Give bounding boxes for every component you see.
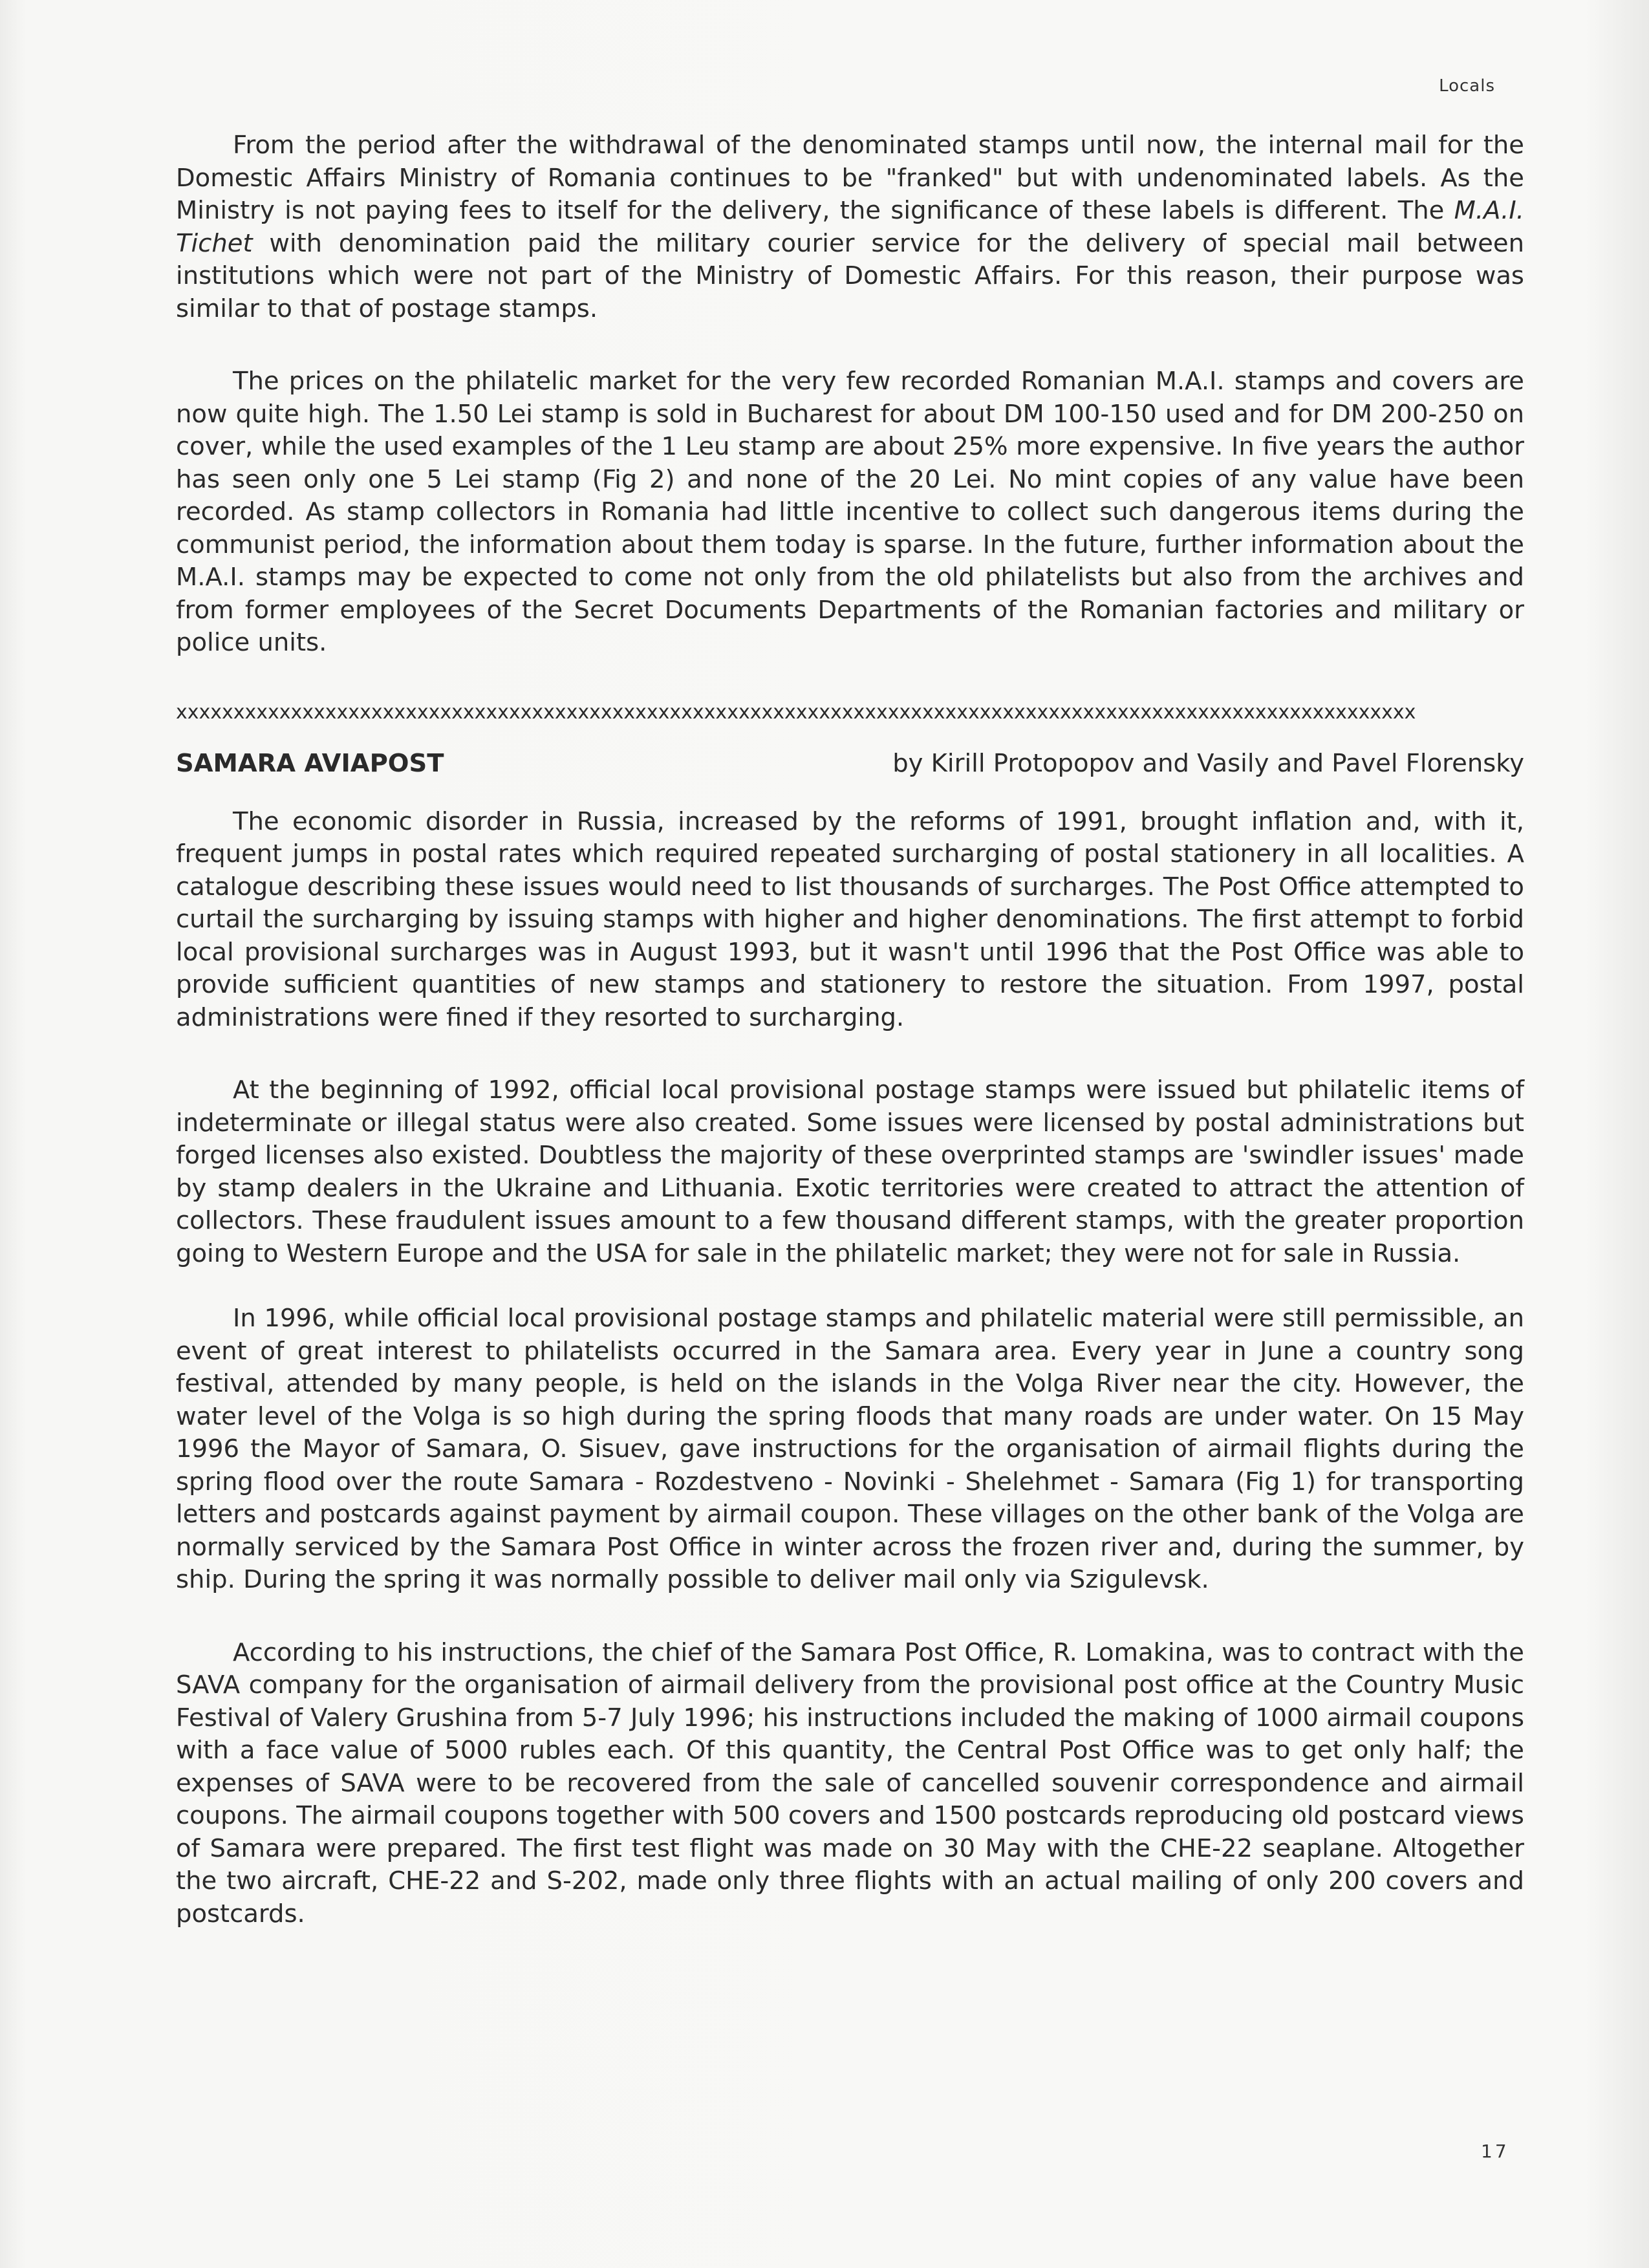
italic-term: M.A.I. Tichet xyxy=(176,196,1524,258)
paragraph-text: From the period after the withdrawal of the denominated stamps until now, the internal mail for the Domestic Affairs Ministry of Romania continues to be "franked" but with undenominated labels. As the Ministry is not paying fees to itself for the delivery, the significance of these labels is different. The xyxy=(176,131,1524,225)
article-title: SAMARA AVIAPOST xyxy=(176,748,444,778)
article-paragraph: At the beginning of 1992, official local provisional postage stamps were issued but philatelic items of indeterminate or illegal status were also created. Some issues were licensed by postal administrations but forged licenses also existed. Doubtless the majority of these overprinted stamps are 'swindler issues' made by stamp dealers in the Ukraine and Lithuania. Exotic territories were created to attract the attention of collectors. These fraudulent issues amount to a few thousand different stamps, with the greater proportion going to Western Europe and the USA for sale in the philatelic market; they were not for sale in Russia. xyxy=(176,1075,1524,1268)
page-body xyxy=(176,129,1524,1930)
article-paragraph: According to his instructions, the chief of the Samara Post Office, R. Lomakina, was to contract with the SAVA company for the organisation of airmail delivery from the provisional post office at the Country Music Festival of Valery Grushina from 5-7 July 1996; his instructions included the making of 1000 airmail coupons with a face value of 5000 rubles each. Of this quantity, the Central Post Office was to get only half; the expenses of SAVA were to be recovered from the sale of cancelled souvenir correspondence and airmail coupons. The airmail coupons together with 500 covers and 1500 postcards reproducing old postcard views of Samara were prepared. The first test flight was made on 30 May with the CHE-22 seaplane. Altogether the two aircraft, CHE-22 and S-202, made only three flights with an actual mailing of only 200 covers and postcards. xyxy=(176,1637,1524,1928)
running-head: Locals xyxy=(1439,76,1495,96)
article-heading xyxy=(176,748,1524,780)
article-paragraph: The economic disorder in Russia, increased by the reforms of 1991, brought inflation and, with it, frequent jumps in postal rates which required repeated surcharging of postal stationery in all localities. A catalogue describing these issues would need to list thousands of surcharges. The Post Office attempted to curtail the surcharging by issuing stamps with higher and higher denominations. The first attempt to forbid local provisional surcharges was in August 1993, but it wasn't until 1996 that the Post Office was able to provide sufficient quantities of new stamps and stationery to restore the situation. From 1997, postal administrations were fined if they resorted to surcharging. xyxy=(176,806,1524,1032)
paragraph-mai-tichet xyxy=(176,129,1524,325)
paragraph-prices: The prices on the philatelic market for the very few recorded Romanian M.A.I. stamps and covers are now quite high. The 1.50 Lei stamp is sold in Bucharest for about DM 100-150 used and for DM 200-250 on cover, while the used examples of the 1 Leu stamp are about 25% more expensive. In five years the author has seen only one 5 Lei stamp (Fig 2) and none of the 20 Lei. No mint copies of any value have been recorded. As stamp collectors in Romania had little incentive to collect such dangerous items during the communist period, the information about them today is sparse. In the future, further information about the M.A.I. stamps may be expected to come not only from the old philatelists but also from the archives and from former employees of the Secret Documents Departments of the Romanian factories and military or police units. xyxy=(176,367,1524,657)
article-paragraph: In 1996, while official local provisional postage stamps and philatelic material were still permissible, an event of great interest to philatelists occurred in the Samara area. Every year in June a country song festival, attended by many people, is held on the islands in the Volga River near the city. However, the water level of the Volga is so high during the spring floods that many roads are under water. On 15 May 1996 the Mayor of Samara, O. Sisuev, gave instructions for the organisation of airmail flights during the spring flood over the route Samara - Rozdestveno - Novinki - Shelehmet - Samara (Fig 1) for transporting letters and postcards against payment by airmail coupon. These villages on the other bank of the Volga are normally serviced by the Samara Post Office in winter across the frozen river and, during the summer, by ship. During the spring it was normally possible to deliver mail only via Szigulevsk. xyxy=(176,1304,1524,1594)
article-byline: by Kirill Protopopov and Vasily and Pavel Florensky xyxy=(892,748,1524,778)
paragraph-text: with denomination paid the military courier service for the delivery of special mail between institutions which were not part of the Ministry of Domestic Affairs. For this reason, their purpose was similar to that of postage stamps. xyxy=(176,228,1524,323)
section-separator: xxxxxxxxxxxxxxxxxxxxxxxxxxxxxxxxxxxxxxxxxxxxxxxxxxxxxxxxxxxxxxxxxxxxxxxxxxxxxxxxxxxxxxxxxxxxxxxxxxxxxxxxxxxx xyxy=(176,700,1416,724)
page-number: 17 xyxy=(1481,2141,1509,2162)
